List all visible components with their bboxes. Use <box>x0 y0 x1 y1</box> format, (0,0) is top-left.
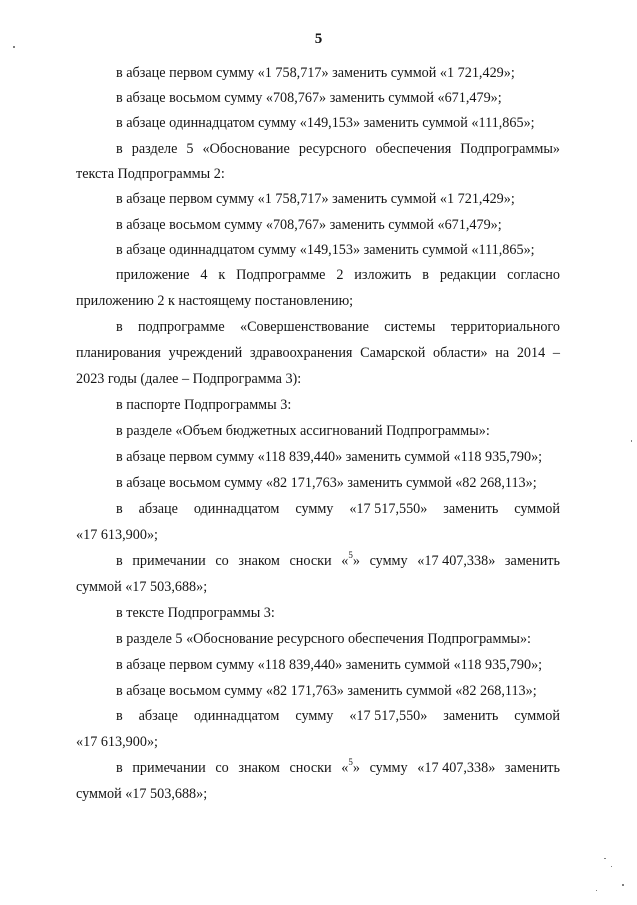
word: «17 517,550» <box>349 501 428 517</box>
word: сноски <box>289 760 332 776</box>
text-line-justified <box>116 500 560 518</box>
text-line: в абзаце одиннадцатом сумму «149,153» заменить суммой «111,865»; <box>116 115 535 131</box>
scan-speck <box>631 440 632 442</box>
word: в <box>116 141 123 157</box>
word: ресурсного <box>298 141 367 157</box>
word: сумму <box>369 760 408 776</box>
footnote-number: 5 <box>348 550 353 561</box>
scan-speck <box>604 858 606 859</box>
word: Подпрограмме <box>236 267 326 283</box>
text-line-justified <box>116 707 560 725</box>
word: знаком <box>238 760 280 776</box>
word: области» <box>433 345 488 361</box>
text-line: 2023 годы (далее – Подпрограмма 3): <box>76 371 302 387</box>
word: «17 517,550» <box>349 708 428 724</box>
text-line: в абзаце восьмом сумму «708,767» заменить суммой «671,479»; <box>116 90 502 106</box>
word: примечании <box>132 760 206 776</box>
page-number: 5 <box>314 31 323 47</box>
text-line: в абзаце одиннадцатом сумму «149,153» заменить суммой «111,865»; <box>116 242 535 258</box>
word: одиннадцатом <box>193 501 280 517</box>
text-line: в абзаце восьмом сумму «82 171,763» заменить суммой «82 268,113»; <box>116 683 537 699</box>
word: Самарской <box>360 345 426 361</box>
word: разделе <box>131 141 178 157</box>
word: заменить <box>504 760 560 776</box>
footnote-number: 5 <box>348 757 353 768</box>
text-line: «17 613,900»; <box>76 734 158 750</box>
word: согласно <box>507 267 560 283</box>
word: заменить <box>443 708 499 724</box>
footnote-mark <box>341 759 360 777</box>
text-line: текста Подпрограммы 2: <box>76 166 225 182</box>
word: со <box>215 553 229 569</box>
word: со <box>215 760 229 776</box>
word: 2014 <box>516 345 546 361</box>
quote-open: « <box>341 553 349 569</box>
text-line: в паспорте Подпрограммы 3: <box>116 397 292 413</box>
text-line: в абзаце первом сумму «1 758,717» заменить суммой «1 721,429»; <box>116 65 515 81</box>
text-line: в абзаце первом сумму «118 839,440» заменить суммой «118 935,790»; <box>116 449 543 465</box>
text-line: приложению 2 к настоящему постановлению; <box>76 293 354 309</box>
word: 5 <box>186 141 194 157</box>
text-line-justified <box>116 140 560 158</box>
scan-speck <box>611 866 612 867</box>
text-line: в абзаце первом сумму «118 839,440» заменить суммой «118 935,790»; <box>116 657 543 673</box>
word: суммой <box>514 708 560 724</box>
word: сумму <box>295 501 334 517</box>
word: сумму <box>369 553 408 569</box>
word: к <box>218 267 226 283</box>
text-line: в разделе «Объем бюджетных ассигнований Подпрограммы»: <box>116 423 490 439</box>
text-line: в разделе 5 «Обоснование ресурсного обеспечения Подпрограммы»: <box>116 631 531 647</box>
text-line: в абзаце первом сумму «1 758,717» заменить суммой «1 721,429»; <box>116 191 515 207</box>
word: – <box>552 345 560 361</box>
word: абзаце <box>138 708 178 724</box>
footnote-mark <box>341 552 360 570</box>
word: в <box>116 553 123 569</box>
word: территориального <box>450 319 560 335</box>
word: «Совершенствование <box>239 319 369 335</box>
word: приложение <box>116 267 190 283</box>
text-line: в абзаце восьмом сумму «82 171,763» заменить суммой «82 268,113»; <box>116 475 537 491</box>
word: «Обоснование <box>202 141 290 157</box>
text-line-justified <box>76 344 560 362</box>
text-line-justified <box>116 318 560 336</box>
text-line-justified <box>116 552 560 570</box>
word: знаком <box>238 553 280 569</box>
word: суммой <box>514 501 560 517</box>
word: сноски <box>289 553 332 569</box>
word: 2 <box>336 267 344 283</box>
text-line: в абзаце восьмом сумму «708,767» заменить суммой «671,479»; <box>116 217 502 233</box>
word: учреждений <box>168 345 243 361</box>
word: заменить <box>504 553 560 569</box>
word: заменить <box>443 501 499 517</box>
quote-close: » <box>352 760 360 776</box>
scan-speck <box>596 890 597 891</box>
quote-close: » <box>352 553 360 569</box>
scan-speck <box>622 884 624 886</box>
text-line-justified <box>116 266 560 284</box>
word: Подпрограммы» <box>460 141 560 157</box>
word: «17 407,338» <box>417 760 496 776</box>
text-line: «17 613,900»; <box>76 527 158 543</box>
word: здравоохранения <box>249 345 353 361</box>
word: изложить <box>354 267 412 283</box>
text-line-justified <box>116 759 560 777</box>
word: на <box>495 345 510 361</box>
word: системы <box>384 319 436 335</box>
word: подпрограмме <box>137 319 225 335</box>
text-line: суммой «17 503,688»; <box>76 579 208 595</box>
word: в <box>116 708 123 724</box>
text-line: суммой «17 503,688»; <box>76 786 208 802</box>
word: «17 407,338» <box>417 553 496 569</box>
quote-open: « <box>341 760 349 776</box>
word: сумму <box>295 708 334 724</box>
word: в <box>116 760 123 776</box>
word: абзаце <box>138 501 178 517</box>
word: одиннадцатом <box>193 708 280 724</box>
word: 4 <box>200 267 208 283</box>
word: в <box>116 319 123 335</box>
text-line: в тексте Подпрограммы 3: <box>116 605 275 621</box>
word: в <box>116 501 123 517</box>
scan-speck <box>13 46 15 48</box>
word: примечании <box>132 553 206 569</box>
word: обеспечения <box>375 141 452 157</box>
word: в <box>422 267 429 283</box>
word: редакции <box>439 267 497 283</box>
word: планирования <box>76 345 161 361</box>
